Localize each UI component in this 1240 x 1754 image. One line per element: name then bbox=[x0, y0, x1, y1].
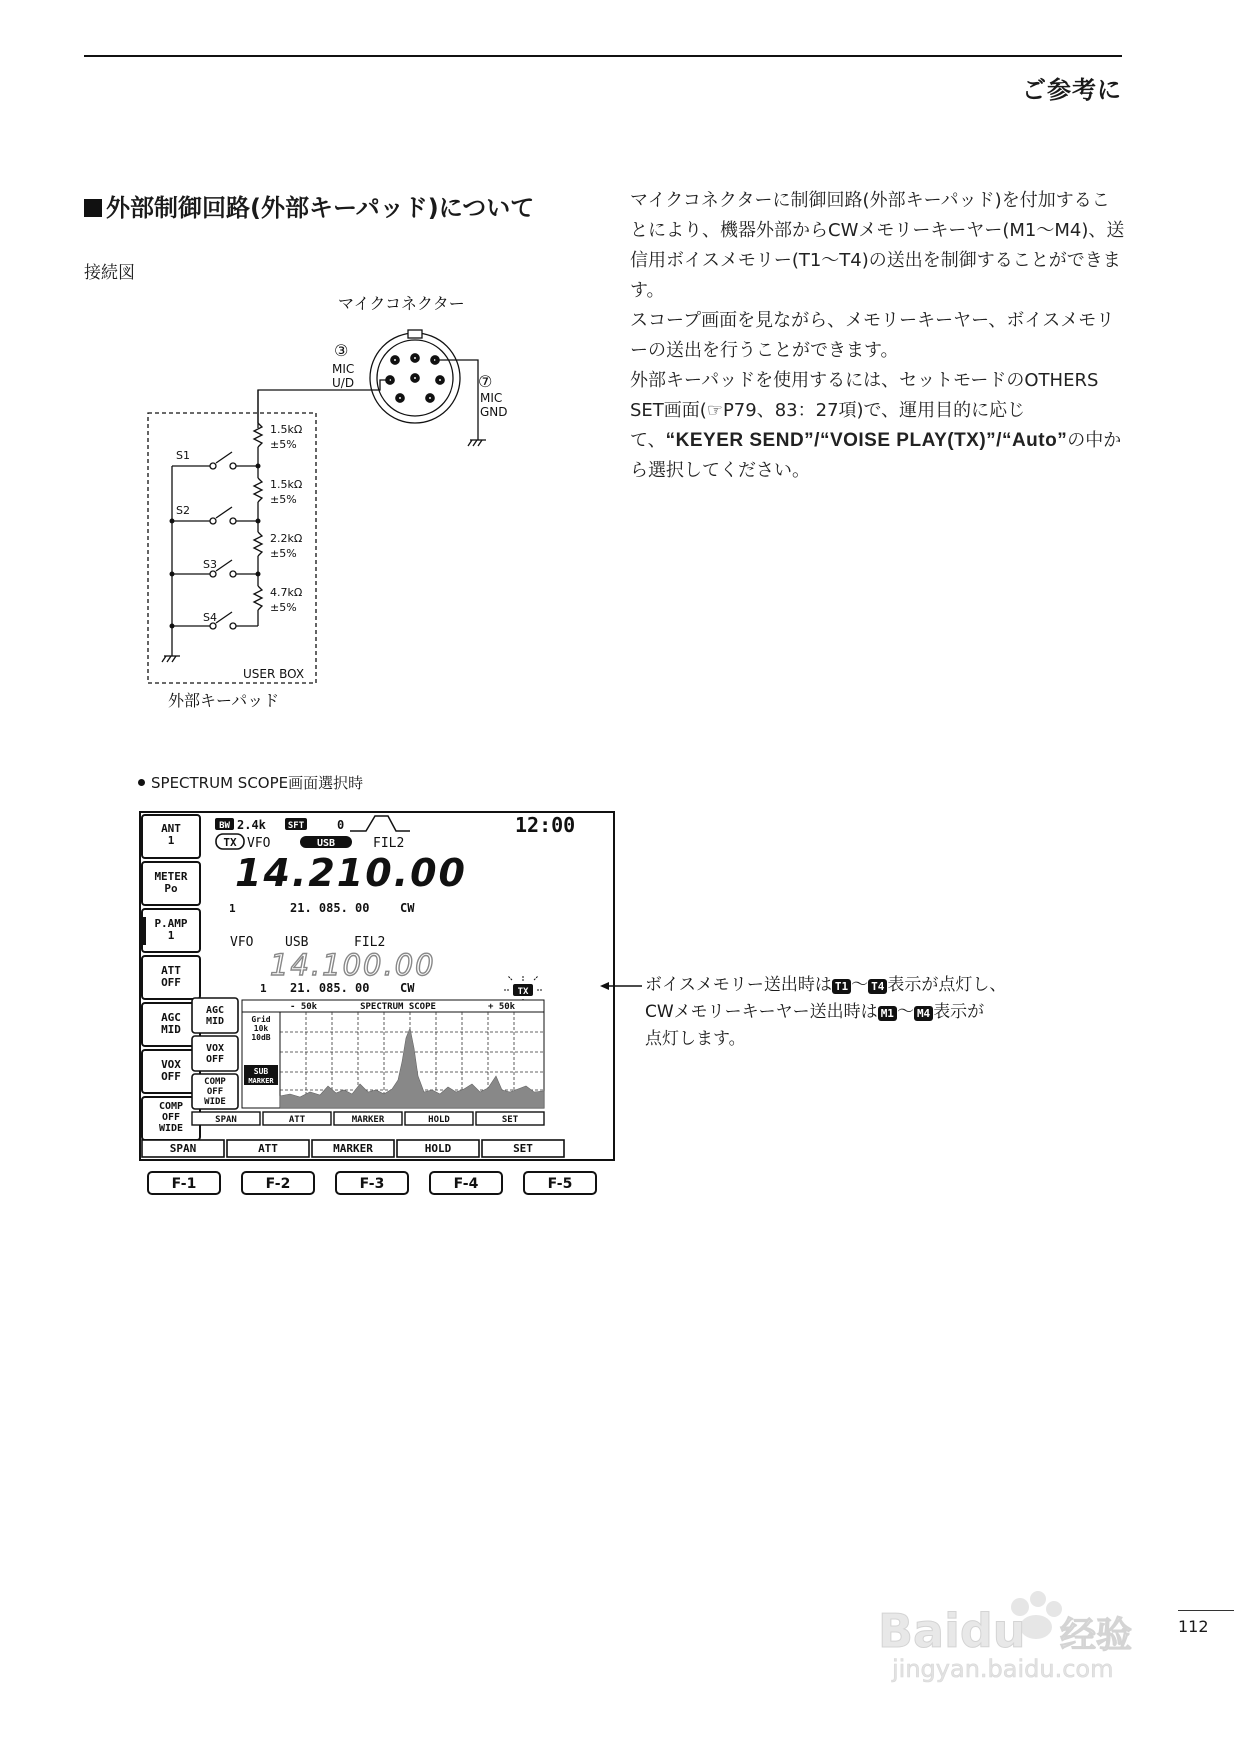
callout-l2-post: 表示が bbox=[933, 1002, 985, 1022]
radio-screen bbox=[130, 800, 650, 1210]
resistor-2-value: 1.5kΩ bbox=[270, 478, 303, 491]
sft-label: SFT bbox=[287, 821, 305, 831]
pin7-label-line1: MIC bbox=[480, 391, 503, 405]
outer-fkey-hold[interactable] bbox=[397, 1140, 479, 1157]
resistor-3-value: 2.2kΩ bbox=[270, 532, 303, 545]
scope-title: SPECTRUM SCOPE bbox=[360, 1002, 436, 1012]
left-button-comp-l2: OFF bbox=[161, 1112, 181, 1123]
sub-button-comp-l2: OFF bbox=[206, 1087, 224, 1097]
section-title-text: 外部制御回路(外部キーパッド)について bbox=[106, 194, 535, 222]
pin7-wire bbox=[435, 360, 478, 440]
body-paragraph-2: スコープ画面を見ながら、メモリーキーヤー、ボイスメモリーの送出を行うことができます。 bbox=[630, 310, 1115, 361]
sub-filter: FIL2 bbox=[354, 935, 386, 950]
sub-sub-frequency: 21. 085. 00 bbox=[290, 981, 370, 995]
left-button-meter[interactable] bbox=[142, 862, 200, 905]
option-voise-play: “VOISE PLAY(TX)” bbox=[819, 430, 997, 451]
resistor-4 bbox=[254, 586, 262, 610]
ground-icon-keypad bbox=[162, 656, 180, 662]
left-button-ant-l2: 1 bbox=[167, 834, 175, 847]
left-button-comp-l1: COMP bbox=[158, 1101, 184, 1112]
hw-key-f5[interactable] bbox=[524, 1172, 596, 1194]
sft-value: 0 bbox=[337, 818, 345, 832]
resistor-4-tol: ±5% bbox=[270, 601, 297, 614]
pin3-wire bbox=[258, 380, 390, 428]
badge-t1: T1 bbox=[832, 979, 851, 994]
main-mode: USB bbox=[316, 838, 336, 849]
outer-fkey-att[interactable] bbox=[227, 1140, 309, 1157]
outer-fkey-set[interactable] bbox=[482, 1140, 564, 1157]
sub-mode: USB bbox=[285, 935, 309, 950]
left-button-pamp-l2: 1 bbox=[167, 929, 175, 942]
scope-grid-span: 10k bbox=[253, 1024, 269, 1033]
inner-fkey-marker-label: MARKER bbox=[351, 1115, 385, 1125]
body-paragraph-1: マイクコネクターに制御回路(外部キーパッド)を付加することにより、機器外部からCWメモリーキーヤー(M1〜M4)、送信用ボイスメモリー(T1〜T4)の送出を制御することができます。 bbox=[630, 190, 1125, 301]
scope-right: + 50k bbox=[488, 1002, 516, 1012]
callout-l2-pre: CWメモリーキーヤー送出時は bbox=[645, 1002, 878, 1022]
inner-fkey-set-label: SET bbox=[501, 1115, 519, 1125]
inner-fkey-att-label: ATT bbox=[288, 1115, 306, 1125]
hw-key-f4[interactable] bbox=[430, 1172, 502, 1194]
inner-fkey-hold-label: HOLD bbox=[428, 1115, 450, 1125]
connector-key bbox=[408, 330, 422, 338]
ground-icon-pin7 bbox=[468, 440, 486, 446]
scope-grid-db: 10dB bbox=[251, 1033, 271, 1042]
resistor-1-value: 1.5kΩ bbox=[270, 423, 303, 436]
sub-button-comp-l3: WIDE bbox=[204, 1097, 226, 1107]
main-sub-mode: CW bbox=[400, 901, 415, 915]
scope-left: - 50k bbox=[290, 1002, 318, 1012]
inner-fkey-span[interactable] bbox=[192, 1112, 260, 1125]
switch-s3-label: S3 bbox=[203, 558, 217, 571]
inner-fkey-att[interactable] bbox=[263, 1112, 331, 1125]
left-button-meter-l2: Po bbox=[164, 882, 178, 895]
scope-sub-label: SUB bbox=[253, 1067, 269, 1076]
sub-vfo: VFO bbox=[230, 935, 254, 950]
circuit-diagram bbox=[0, 0, 620, 740]
bw-label: BW bbox=[219, 821, 230, 831]
tx-label: TX bbox=[223, 836, 237, 849]
switch-s2-label: S2 bbox=[176, 504, 190, 517]
tx-indicator: TX bbox=[517, 987, 529, 997]
left-button-att-l2: OFF bbox=[161, 976, 181, 989]
page-number-rule bbox=[1178, 1610, 1234, 1611]
main-sub-frequency: 21. 085. 00 bbox=[290, 901, 370, 915]
outer-fkey-marker-label: MARKER bbox=[333, 1142, 373, 1155]
clock: 12:00 bbox=[515, 813, 576, 837]
bullet-icon bbox=[138, 779, 145, 786]
callout-arrow bbox=[600, 978, 645, 998]
callout-line-1 bbox=[645, 972, 1085, 999]
pin7-label-line2: GND bbox=[480, 405, 508, 419]
left-button-att-l1: ATT bbox=[161, 964, 181, 977]
figure-label bbox=[138, 772, 363, 793]
left-button-pamp[interactable] bbox=[142, 909, 200, 952]
left-button-ant-l1: ANT bbox=[161, 822, 181, 835]
sub-frequency: 14.100.00 bbox=[270, 948, 436, 982]
resistor-2-tol: ±5% bbox=[270, 493, 297, 506]
switch-s4-label: S4 bbox=[203, 611, 217, 624]
main-filter: FIL2 bbox=[373, 836, 405, 851]
header-title: ご参考に bbox=[1022, 76, 1122, 104]
left-button-comp-l3: WIDE bbox=[158, 1123, 184, 1134]
callout-line-3: 点灯します。 bbox=[645, 1029, 746, 1049]
left-button-vox-l2: OFF bbox=[161, 1070, 181, 1083]
option-keyer-send: “KEYER SEND” bbox=[665, 430, 815, 451]
hw-key-f4-label: F-4 bbox=[453, 1176, 479, 1192]
sub-button-comp-l1: COMP bbox=[204, 1077, 226, 1087]
body-text bbox=[630, 186, 1125, 486]
callout-l1-mid: 〜 bbox=[851, 975, 869, 995]
watermark-url: jingyan.baidu.com bbox=[892, 1655, 1114, 1683]
outer-fkey-span-label: SPAN bbox=[169, 1142, 197, 1155]
option-sep-2: / bbox=[996, 430, 1002, 451]
callout-line-2 bbox=[645, 999, 1085, 1026]
inner-fkey-hold[interactable] bbox=[405, 1112, 473, 1125]
body-last-prefix: 外部キーパッドを使用するには、セットモードのOTHERS SET画面(☞P79、83：27項)で、運用目的に応じて、 bbox=[630, 370, 1099, 451]
hw-key-f3[interactable] bbox=[336, 1172, 408, 1194]
pin3-number: ③ bbox=[334, 341, 349, 360]
left-button-pamp-l1: P.AMP bbox=[154, 917, 188, 930]
sub-button-vox-l2: OFF bbox=[205, 1054, 225, 1065]
badge-t4: T4 bbox=[868, 979, 887, 994]
hw-key-f1[interactable] bbox=[148, 1172, 220, 1194]
badge-m1: M1 bbox=[878, 1006, 897, 1021]
resistor-3 bbox=[254, 532, 262, 556]
outer-fkey-set-label: SET bbox=[513, 1142, 533, 1155]
resistor-2 bbox=[254, 478, 262, 502]
scope-grid-label: Grid bbox=[251, 1015, 271, 1024]
watermark-cn: 经验 bbox=[1060, 1615, 1133, 1656]
main-frequency: 14.210.00 bbox=[235, 851, 467, 895]
outer-fkey-att-label: ATT bbox=[258, 1142, 278, 1155]
figure-label-text: SPECTRUM SCOPE画面選択時 bbox=[151, 774, 364, 792]
hw-key-f2[interactable] bbox=[242, 1172, 314, 1194]
resistor-3-tol: ±5% bbox=[270, 547, 297, 560]
left-button-agc-l1: AGC bbox=[161, 1011, 181, 1024]
sub-button-vox[interactable] bbox=[192, 1036, 238, 1071]
option-sep-1: / bbox=[814, 430, 820, 451]
connector-title: マイクコネクター bbox=[338, 294, 465, 313]
badge-m4: M4 bbox=[914, 1006, 933, 1021]
inner-fkey-marker[interactable] bbox=[334, 1112, 402, 1125]
switch-s1-label: S1 bbox=[176, 449, 190, 462]
main-vfo: VFO bbox=[247, 836, 271, 851]
left-button-att[interactable] bbox=[142, 956, 200, 999]
sub-button-vox-l1: VOX bbox=[205, 1043, 225, 1054]
resistor-4-value: 4.7kΩ bbox=[270, 586, 303, 599]
main-sub-channel: 1 bbox=[229, 902, 236, 915]
user-box-label: USER BOX bbox=[243, 667, 305, 681]
body-last-suffix: の中から選択してください。 bbox=[630, 430, 1122, 481]
sub-button-agc-l1: AGC bbox=[205, 1005, 225, 1016]
hw-key-f2-label: F-2 bbox=[265, 1176, 291, 1192]
baidu-watermark bbox=[870, 1585, 1170, 1685]
inner-fkey-span-label: SPAN bbox=[215, 1115, 237, 1125]
pin3-label-line2: U/D bbox=[332, 376, 355, 390]
keypad-label: 外部キーパッド bbox=[168, 691, 280, 710]
callout-text bbox=[645, 972, 1085, 1053]
left-button-meter-l1: METER bbox=[154, 870, 188, 883]
callout-l1-post: 表示が点灯し、 bbox=[887, 975, 1007, 995]
body-paragraph-3 bbox=[630, 366, 1125, 486]
hw-key-f3-label: F-3 bbox=[359, 1176, 385, 1192]
watermark-brand: Baidu bbox=[878, 1604, 1026, 1658]
hw-key-f1-label: F-1 bbox=[171, 1176, 197, 1192]
scope-marker-label: MARKER bbox=[248, 1077, 274, 1085]
sub-button-comp[interactable] bbox=[192, 1074, 238, 1109]
resistor-1-tol: ±5% bbox=[270, 438, 297, 451]
callout-l2-mid: 〜 bbox=[896, 1002, 914, 1022]
sub-sub-channel: 1 bbox=[260, 982, 267, 995]
sub-button-agc-l2: MID bbox=[205, 1016, 225, 1027]
pin3-label-line1: MIC bbox=[332, 362, 355, 376]
bw-value: 2.4k bbox=[237, 818, 266, 832]
outer-fkey-span[interactable] bbox=[142, 1140, 224, 1157]
left-button-vox-l1: VOX bbox=[161, 1058, 181, 1071]
connection-diagram-label: 接続図 bbox=[84, 263, 135, 283]
page-number: 112 bbox=[1178, 1617, 1209, 1636]
callout-l1-pre: ボイスメモリー送出時は bbox=[645, 975, 832, 995]
option-auto: “Auto” bbox=[1001, 430, 1068, 451]
inner-fkey-set[interactable] bbox=[476, 1112, 544, 1125]
hw-key-f5-label: F-5 bbox=[547, 1176, 573, 1192]
outer-fkey-hold-label: HOLD bbox=[424, 1142, 452, 1155]
sub-button-agc[interactable] bbox=[192, 998, 238, 1033]
left-button-agc-l2: MID bbox=[161, 1023, 181, 1036]
sub-sub-mode: CW bbox=[400, 981, 415, 995]
outer-fkey-marker[interactable] bbox=[312, 1140, 394, 1157]
pin7-number: ⑦ bbox=[478, 372, 493, 391]
connector-pins bbox=[386, 354, 444, 402]
left-button-ant[interactable] bbox=[142, 815, 200, 858]
